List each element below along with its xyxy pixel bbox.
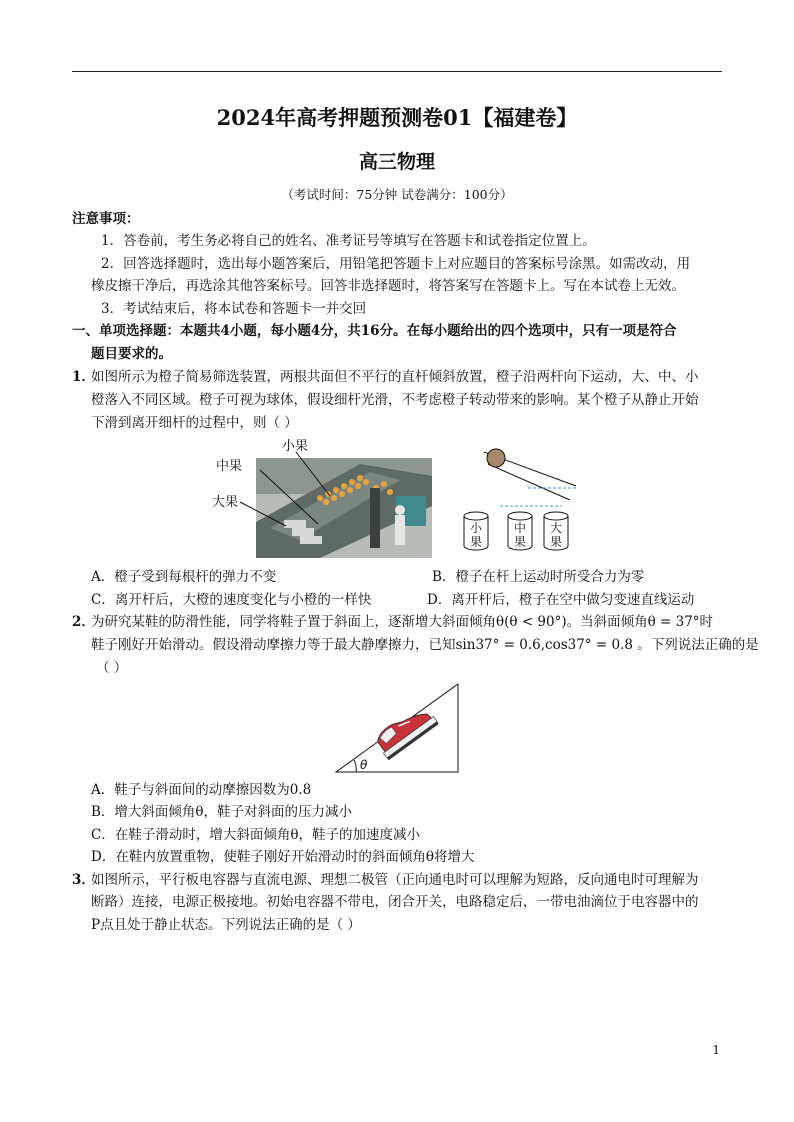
label-small-fruit: 小果	[282, 439, 309, 454]
note-item-2-cont: 橡皮擦干净后，再选涂其他答案标号。回答非选择题时，将答案写在答题卡上。写在本试卷上无效。	[91, 278, 685, 294]
q2-option-a: A．鞋子与斜面间的动摩擦因数为0.8	[91, 782, 312, 798]
angle-theta-label: θ	[360, 758, 368, 772]
q2-option-b: B．增大斜面倾角θ，鞋子对斜面的压力减小	[91, 804, 353, 820]
q2-stem-line-3: （ ）	[96, 660, 128, 676]
page-title: 2024年高考押题预测卷01【福建卷】	[216, 105, 578, 130]
incline-shoe-figure	[332, 680, 462, 776]
page-number: 1	[712, 1043, 720, 1057]
q1-option-d: D．离开杆后，橙子在空中做匀变速直线运动	[427, 592, 695, 608]
q3-stem-line-1: 如图所示，平行板电容器与直流电源、理想二极管（正向通电时可以理解为短路，反向通电时可理解为	[91, 872, 699, 888]
header-rule	[72, 71, 722, 72]
bin-medium-label-2: 果	[514, 535, 527, 549]
exam-info: （考试时间：75分钟 试卷满分：100分）	[281, 187, 513, 202]
q1-option-b: B．橙子在杆上运动时所受合力为零	[432, 569, 645, 585]
bin-large-label-1: 大	[550, 521, 563, 535]
q3-stem-line-2: 断路）连接，电源正极接地。初始电容器不带电，闭合开关，电路稳定后，一带电油滴位于电容器中的	[91, 894, 699, 910]
note-item-3: 3．考试结束后，将本试卷和答题卡一并交回	[101, 301, 367, 317]
q2-option-d: D．在鞋内放置重物，使鞋子刚好开始滑动时的斜面倾角θ将增大	[91, 849, 475, 865]
page-subtitle: 高三物理	[358, 151, 435, 173]
q1-stem-line-1: 如图所示为橙子简易筛选装置，两根共面但不平行的直杆倾斜放置，橙子沿两杆向下运动，大、中、小	[91, 369, 699, 385]
note-item-2: 2．回答选择题时，选出每小题答案后，用铅笔把答题卡上对应题目的答案标号涂黑。如需改动，用	[101, 256, 691, 272]
question-number-1: 1．	[72, 369, 95, 385]
q2-stem-line-2: 鞋子刚好开始滑动。假设滑动摩擦力等于最大静摩擦力，已知sin37° = 0.6,cos37° = 0.8 。下列说法正确的是	[91, 637, 759, 653]
q1-option-a: A．橙子受到每根杆的弹力不变	[91, 569, 277, 585]
question-number-3: 3．	[72, 872, 95, 888]
label-medium-fruit: 中果	[216, 459, 243, 474]
note-item-1: 1．答卷前，考生务必将自己的姓名、准考证号等填写在答题卡和试卷指定位置上。	[101, 233, 596, 249]
orange-sorter-photo	[200, 436, 436, 560]
q1-option-c: C．离开杆后，大橙的速度变化与小橙的一样快	[91, 592, 372, 608]
q3-stem-line-3: P点且处于静止状态。下列说法正确的是（ ）	[91, 917, 361, 933]
bin-large-label-2: 果	[550, 535, 563, 549]
sorter-schematic	[458, 446, 578, 552]
q1-stem-line-2: 橙落入不同区域。橙子可视为球体，假设细杆光滑，不考虑橙子转动带来的影响。某个橙子从静止开始	[91, 392, 699, 408]
question-number-2: 2．	[72, 614, 95, 630]
q2-stem-line-1: 为研究某鞋的防滑性能，同学将鞋子置于斜面上，逐渐增大斜面倾角θ(θ < 90°)。当斜面倾角θ = 37°时	[91, 614, 714, 630]
bin-medium-label-1: 中	[514, 521, 527, 535]
label-large-fruit: 大果	[212, 495, 239, 510]
bin-small-label-1: 小	[470, 521, 483, 535]
notes-heading: 注意事项：	[72, 211, 140, 227]
q1-stem-line-3: 下滑到离开细杆的过程中，则（ ）	[91, 415, 298, 431]
section-heading: 一、单项选择题：本题共4小题，每小题4分，共16分。在每小题给出的四个选项中，只有一项是符合	[72, 323, 677, 339]
bin-small-label-2: 果	[470, 535, 483, 549]
section-heading-cont: 题目要求的。	[91, 346, 172, 362]
q2-option-c: C．在鞋子滑动时，增大斜面倾角θ，鞋子的加速度减小	[91, 827, 420, 843]
